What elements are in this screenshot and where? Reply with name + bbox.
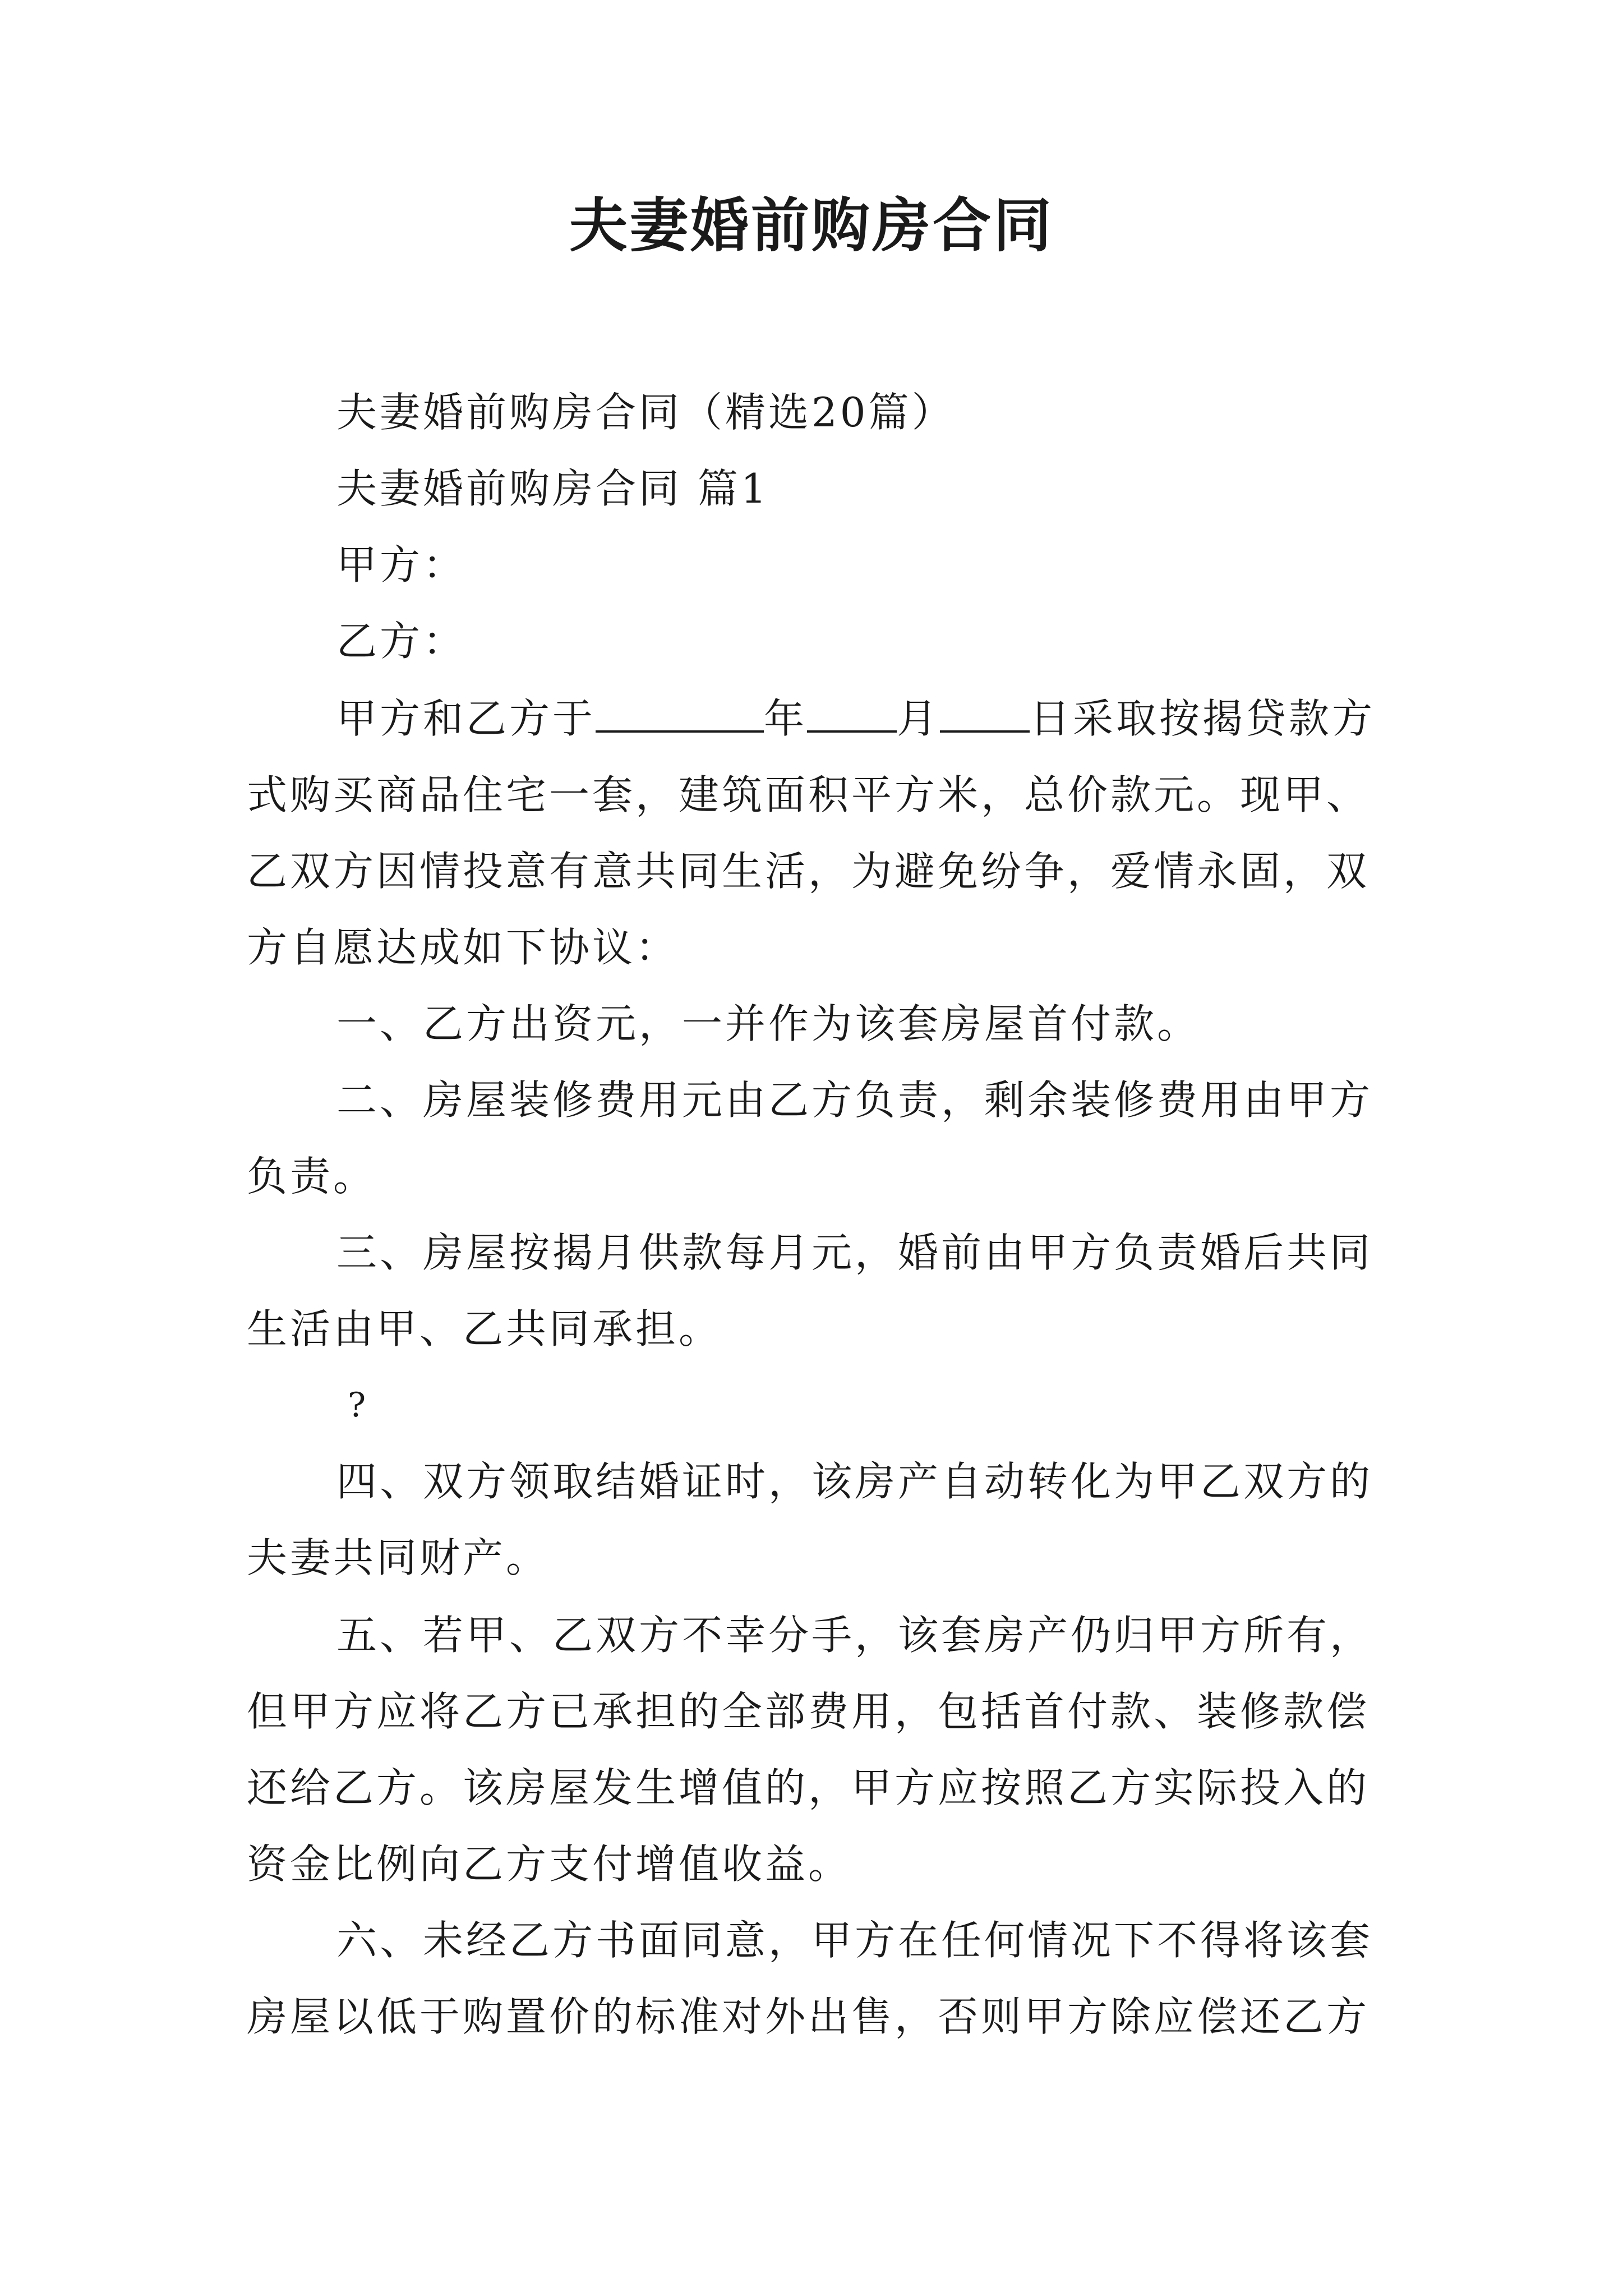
intro-line-4: 方自愿达成如下协议： <box>247 924 679 971</box>
clause-6-line-1: 六、未经乙方书面同意，甲方在任何情况下不得将该套 <box>336 1917 1373 1964</box>
intro-text-rest: 日采取按揭贷款方 <box>1030 695 1376 742</box>
clause-5-line-2: 但甲方应将乙方已承担的全部费用，包括首付款、装修款偿 <box>247 1688 1370 1735</box>
clause-4-line-2: 夫妻共同财产。 <box>247 1534 550 1581</box>
clause-5-line-4: 资金比例向乙方支付增值收益。 <box>247 1841 852 1888</box>
intro-text-start: 甲方和乙方于 <box>336 695 596 742</box>
intro-line-2: 式购买商品住宅一套，建筑面积平方米，总价款元。现甲、 <box>247 771 1370 818</box>
clause-2-line-1: 二、房屋装修费用元由乙方负责，剩余装修费用由甲方 <box>336 1076 1373 1124</box>
document-subtitle: 夫妻婚前购房合同（精选20篇） <box>336 389 955 436</box>
month-label: 月 <box>897 695 940 742</box>
section-heading: 夫妻婚前购房合同 篇1 <box>336 465 769 512</box>
document-title: 夫妻婚前购房合同 <box>569 191 1054 260</box>
clause-2-line-2: 负责。 <box>247 1153 377 1200</box>
clause-6-line-2: 房屋以低于购置价的标准对外出售，否则甲方除应偿还乙方 <box>247 1993 1370 2040</box>
date-day-blank <box>940 696 1030 733</box>
party-a-label: 甲方： <box>336 541 467 588</box>
clause-5-line-3: 还给乙方。该房屋发生增值的，甲方应按照乙方实际投入的 <box>247 1764 1370 1811</box>
clause-4-line-1: 四、双方领取结婚证时，该房产自动转化为甲乙双方的 <box>336 1458 1373 1505</box>
date-month-blank <box>807 696 897 733</box>
clause-3-line-1: 三、房屋按揭月供款每月元，婚前由甲方负责婚后共同 <box>336 1229 1373 1276</box>
intro-line-3: 乙双方因情投意有意共同生活，为避免纷争，爱情永固，双 <box>247 848 1370 895</box>
stray-question-mark: ? <box>348 1386 369 1425</box>
date-year-blank <box>596 696 764 733</box>
party-b-label: 乙方： <box>336 618 467 665</box>
intro-line-1 <box>336 693 1375 744</box>
clause-5-line-1: 五、若甲、乙双方不幸分手，该套房产仍归甲方所有， <box>336 1612 1373 1659</box>
year-label: 年 <box>764 695 808 742</box>
clause-1-line-1: 一、乙方出资元，一并作为该套房屋首付款。 <box>336 1000 1201 1047</box>
clause-3-line-2: 生活由甲、乙共同承担。 <box>247 1305 722 1352</box>
